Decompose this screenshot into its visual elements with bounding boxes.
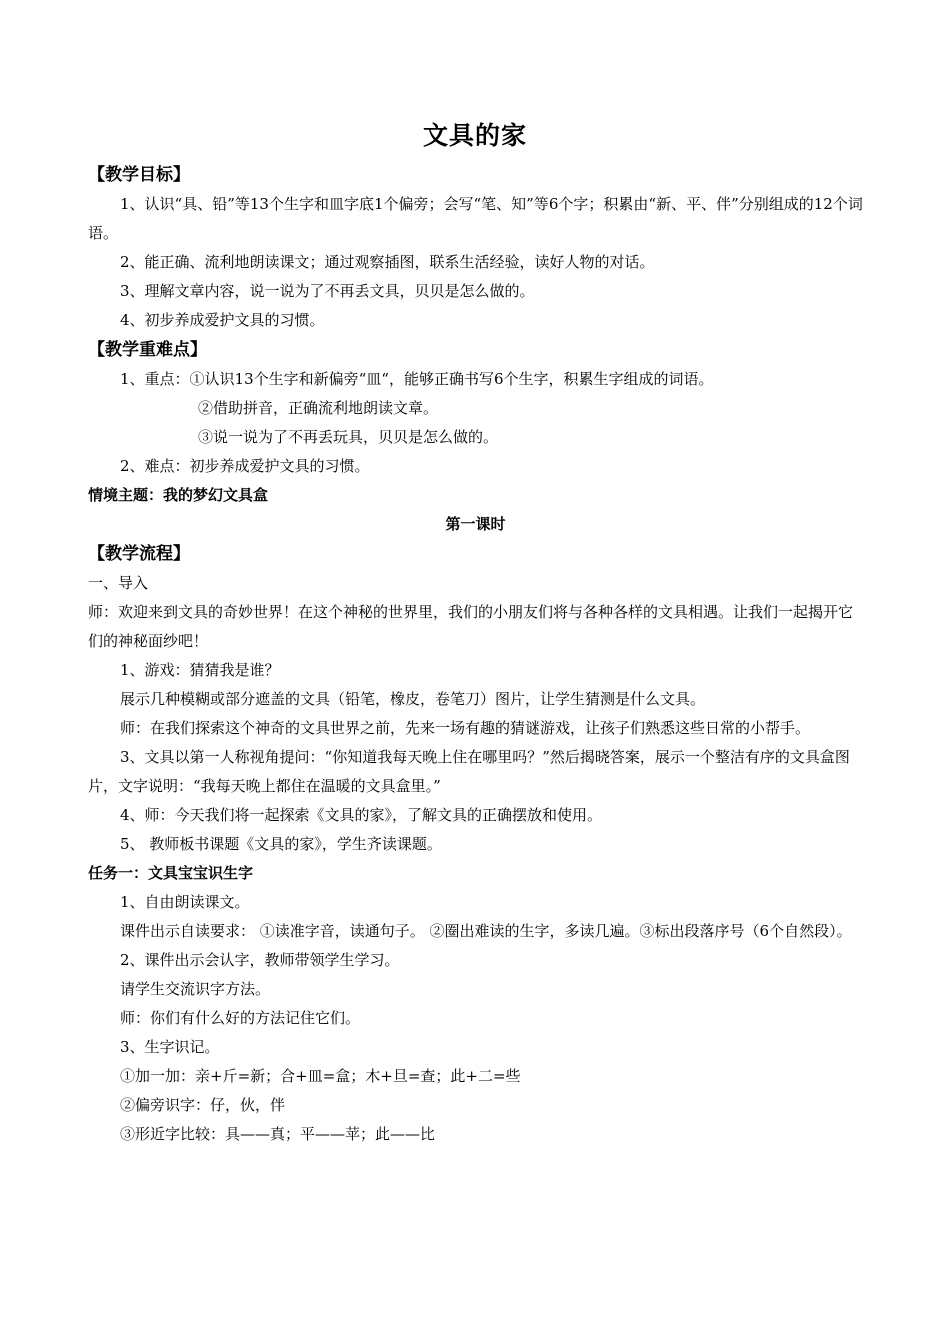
goal-item: 1、认识“具、铅”等13个生字和皿字底1个偏旁；会写“笔、知”等6个字；积累由“新、平、伴”分别组成的12个词语。 bbox=[88, 195, 863, 242]
goal-item: 3、理解文章内容，说一说为了不再丢文具，贝贝是怎么做的。 bbox=[120, 282, 535, 300]
task1-item: 课件出示自读要求： ①读准字音，读通句子。 ②圈出难读的生字，多读几遍。③标出段落序号（6个自然段）。 bbox=[120, 922, 852, 940]
lesson-title: 第一课时 bbox=[445, 515, 506, 533]
goal-item: 2、能正确、流利地朗读课文；通过观察插图，联系生活经验，读好人物的对话。 bbox=[120, 253, 655, 271]
document-title: 文具的家 bbox=[422, 121, 527, 150]
task1-item: ②偏旁识字：仔，伙，伴 bbox=[120, 1096, 286, 1114]
goal-item: 4、初步养成爱护文具的习惯。 bbox=[120, 311, 325, 329]
goals-heading: 【教学目标】 bbox=[88, 165, 190, 185]
document-body bbox=[88, 160, 863, 1149]
process-item: 师：在我们探索这个神奇的文具世界之前，先来一场有趣的猜谜游戏，让孩子们熟悉这些日常的小帮手。 bbox=[120, 719, 811, 737]
task1-item: 2、课件出示会认字，教师带领学生学习。 bbox=[120, 951, 400, 969]
keypoint-item: ②借助拼音，正确流利地朗读文章。 bbox=[198, 399, 439, 417]
process-item: 4、师：今天我们将一起探索《文具的家》，了解文具的正确摆放和使用。 bbox=[120, 806, 603, 824]
task1-item: ①加一加：亲+斤=新；合+皿=盒；木+旦=查；此+二=些 bbox=[120, 1067, 521, 1085]
theme-line: 情境主题：我的梦幻文具盒 bbox=[88, 486, 269, 504]
task1-item: 请学生交流识字方法。 bbox=[120, 980, 271, 998]
keypoint-item: 1、重点：①认识13个生字和新偏旁“皿“，能够正确书写6个生字，积累生字组成的词语。 bbox=[120, 370, 714, 388]
task1-item: 师：你们有什么好的方法记住它们。 bbox=[120, 1009, 361, 1027]
process-item: 1、游戏：猜猜我是谁？ bbox=[120, 661, 280, 679]
keypoint-item: ③说一说为了不再丢玩具，贝贝是怎么做的。 bbox=[198, 428, 499, 446]
task1-item: ③形近字比较：具——真；平——苹；此——比 bbox=[120, 1125, 436, 1143]
keypoints-heading: 【教学重难点】 bbox=[88, 340, 207, 360]
process-heading: 【教学流程】 bbox=[88, 544, 190, 564]
process-item: 3、文具以第一人称视角提问：“你知道我每天晚上住在哪里吗？”然后揭晓答案，展示一个整洁有序的文具盒图片，文字说明：“我每天晚上都住在温暖的文具盒里。” bbox=[88, 748, 850, 795]
keypoint-item: 2、难点：初步养成爱护文具的习惯。 bbox=[120, 457, 370, 475]
intro-text: 师：欢迎来到文具的奇妙世界！在这个神秘的世界里，我们的小朋友们将与各种各样的文具相遇。让我们一起揭开它们的神秘面纱吧！ bbox=[88, 603, 854, 650]
process-item: 展示几种模糊或部分遮盖的文具（铅笔，橡皮，卷笔刀）图片，让学生猜测是什么文具。 bbox=[120, 690, 706, 708]
task1-item: 1、自由朗读课文。 bbox=[120, 893, 250, 911]
intro-label: 一、导入 bbox=[88, 574, 149, 592]
task1-item: 3、生字识记。 bbox=[120, 1038, 220, 1056]
process-item: 5、 教师板书课题《文具的家》，学生齐读课题。 bbox=[120, 835, 442, 853]
task1-heading: 任务一：文具宝宝识生字 bbox=[88, 864, 254, 882]
